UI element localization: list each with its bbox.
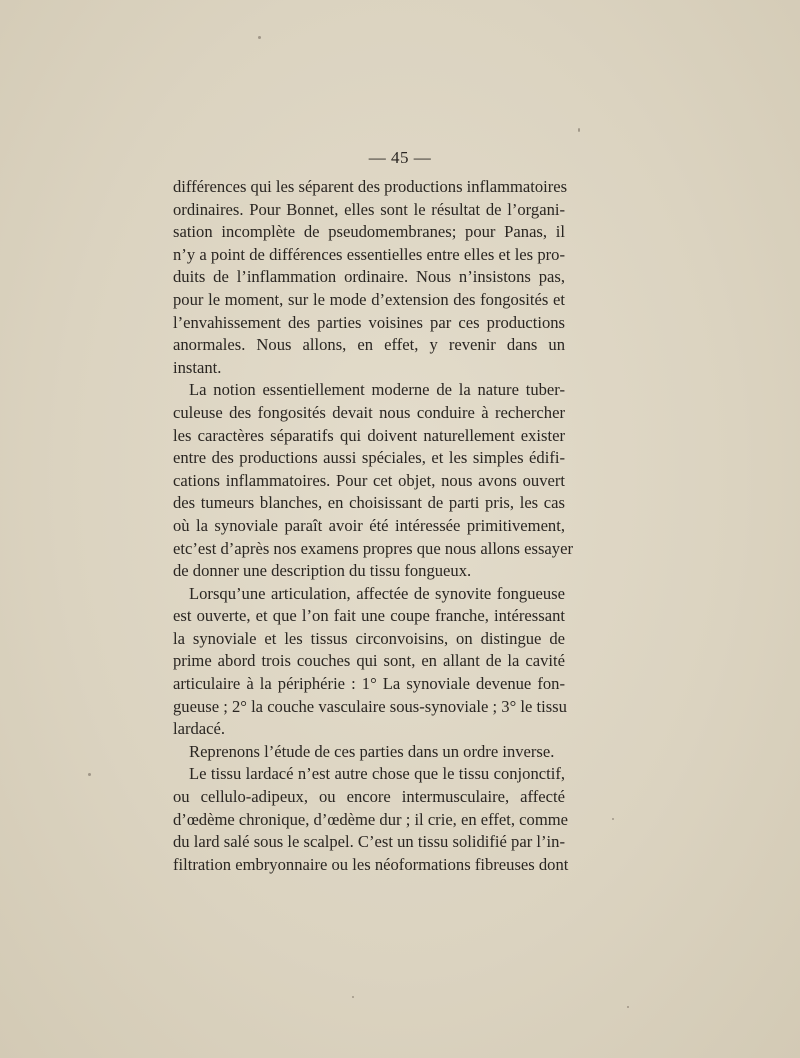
paper-speck (352, 996, 354, 998)
text-line: cations inflammatoires. Pour cet objet, nous avons ouvert (173, 470, 565, 490)
text-line: sation incomplète de pseudomembranes; pour Panas, il (173, 222, 565, 242)
text-line: la synoviale et les tissus circonvoisins, on distingue de (173, 628, 565, 648)
text-line: anormales. Nous allons, en effet, y revenir dans un (173, 335, 565, 355)
text-line: différences qui les séparent des productions inflammatoires (173, 177, 568, 196)
paper-speck (88, 773, 91, 776)
paper-speck (612, 818, 614, 820)
body-text (173, 176, 573, 876)
text-line: Reprenons l’étude de ces parties dans un ordre inverse. (189, 741, 555, 761)
text-line: lardacé. (173, 719, 226, 739)
text-line: n’y a point de différences essentielles entre elles et les pro- (173, 244, 565, 264)
text-line: Le tissu lardacé n’est autre chose que le tissu conjonctif, (189, 764, 565, 784)
text-line: les caractères séparatifs qui doivent naturellement exister (173, 425, 565, 445)
text-line: est ouverte, et que l’on fait une coupe franche, intéressant (173, 606, 565, 626)
text-line: articulaire à la périphérie : 1° La synoviale devenue fon- (173, 674, 565, 694)
text-line: des tumeurs blanches, en choisissant de parti pris, les cas (173, 493, 565, 513)
text-line: etc’est d’après nos examens propres que nous allons essayer (173, 538, 573, 558)
text-line: d’œdème chronique, d’œdème dur ; il crie, en effet, comme (173, 809, 569, 829)
paper-speck (627, 1006, 629, 1008)
text-line: La notion essentiellement moderne de la nature tuber- (189, 380, 565, 400)
text-line: pour le moment, sur le mode d’extension des fongosités et (173, 289, 565, 309)
page-number-header: — 45 — (368, 148, 432, 167)
text-line: gueuse ; 2° la couche vasculaire sous-synoviale ; 3° le tissu (173, 696, 567, 716)
text-line: culeuse des fongosités devait nous conduire à rechercher (173, 402, 565, 422)
text-line: prime abord trois couches qui sont, en allant de la cavité (173, 651, 565, 671)
text-line: entre des productions aussi spéciales, et les simples édifi- (173, 448, 565, 468)
text-line: l’envahissement des parties voisines par ces productions (173, 312, 565, 332)
text-line: instant. (173, 357, 222, 377)
paper-speck (578, 128, 580, 132)
text-line: filtration embryonnaire ou les néoformations fibreuses dont (173, 854, 569, 874)
text-line: duits de l’inflammation ordinaire. Nous n’insistons pas, (173, 267, 565, 287)
text-line: de donner une description du tissu fongueux. (173, 561, 472, 581)
paper-speck (258, 36, 261, 39)
text-line: Lorsqu’une articulation, affectée de synovite fongueuse (189, 583, 565, 603)
text-line: ou cellulo-adipeux, ou encore intermusculaire, affecté (173, 787, 565, 807)
text-line: ordinaires. Pour Bonnet, elles sont le résultat de l’organi- (173, 199, 565, 219)
text-line: du lard salé sous le scalpel. C’est un tissu solidifié par l’in- (173, 832, 565, 852)
text-line: où la synoviale paraît avoir été intéressée primitivement, (173, 515, 565, 535)
